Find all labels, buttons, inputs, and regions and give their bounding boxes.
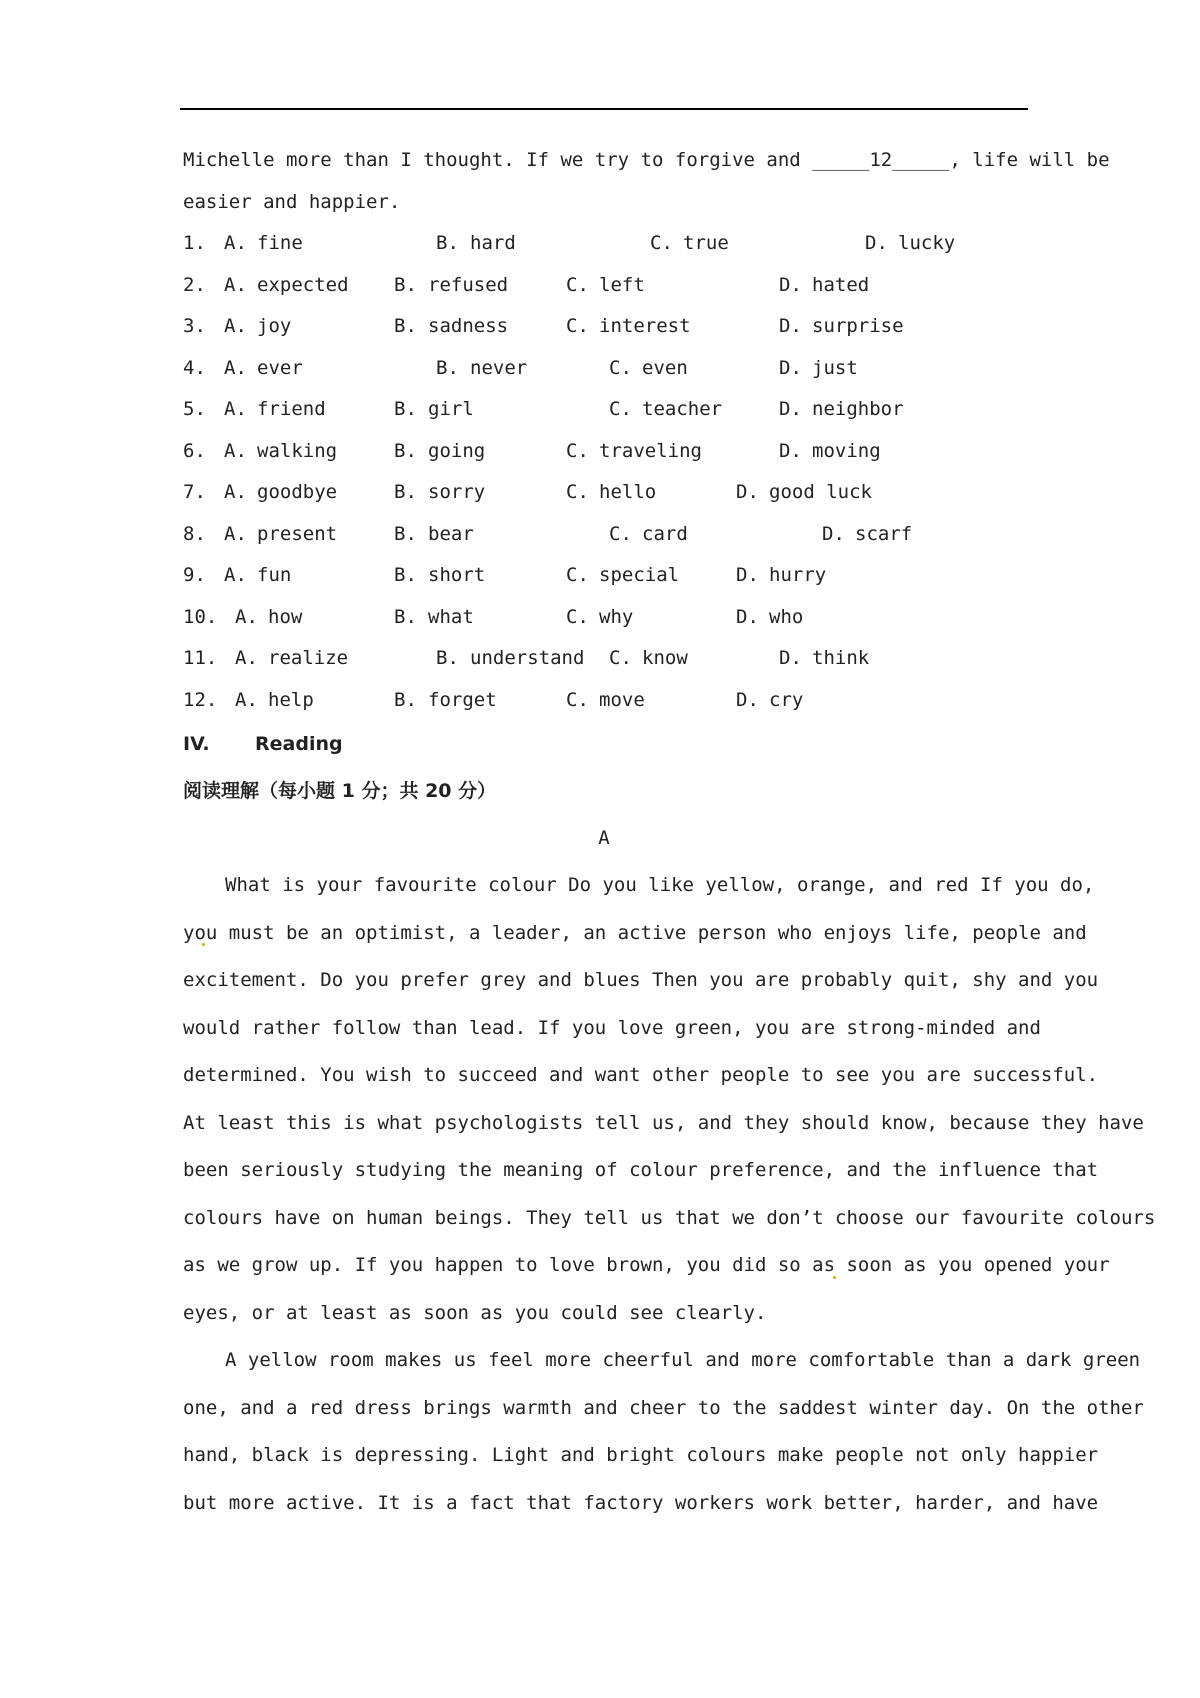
passage-line: At least this is what psychologists tell us, and they should know, because they have xyxy=(183,1111,1144,1134)
cloze-text-line: easier and happier. xyxy=(183,190,401,213)
option-c-text: teacher xyxy=(642,398,723,420)
option-c-letter: C. xyxy=(566,564,589,586)
option-a-letter: A. xyxy=(224,232,247,254)
option-b-letter: B. xyxy=(436,232,459,254)
option-b-text: what xyxy=(428,605,474,628)
question-number: 7. xyxy=(183,481,206,503)
option-b-letter: B. xyxy=(394,564,417,586)
option-a-letter: A. xyxy=(224,439,247,462)
header-rule xyxy=(180,108,1028,110)
option-a-text: present xyxy=(257,522,338,545)
option-c-letter: C. xyxy=(566,439,589,462)
option-a-text: how xyxy=(268,605,303,628)
option-c-letter: C. xyxy=(650,232,673,254)
option-a-letter: A. xyxy=(224,398,247,420)
question-row xyxy=(183,389,1025,431)
option-b-letter: B. xyxy=(394,315,417,337)
question-number: 12. xyxy=(183,688,218,711)
option-d-letter: D. xyxy=(822,522,845,545)
question-list xyxy=(183,223,1025,721)
option-c-letter: C. xyxy=(566,315,589,337)
option-b-letter: B. xyxy=(394,481,417,503)
option-d-letter: D. xyxy=(779,439,802,462)
option-d-text: good luck xyxy=(769,481,872,503)
option-c-text: left xyxy=(599,273,645,296)
option-c-letter: C. xyxy=(609,522,632,545)
passage-line: What is your favourite colour Do you like yellow, orange, and red If you do, xyxy=(225,874,1095,896)
option-d-text: moving xyxy=(812,439,881,462)
option-b-text: short xyxy=(428,564,486,586)
scan-speck xyxy=(202,943,205,946)
passage-paragraph xyxy=(183,1337,1144,1527)
question-row xyxy=(183,431,1025,473)
option-a-text: fine xyxy=(257,232,303,254)
question-number: 9. xyxy=(183,564,206,586)
section-title: Reading xyxy=(255,733,343,755)
option-d-text: neighbor xyxy=(812,398,904,420)
question-number: 2. xyxy=(183,273,206,296)
question-number: 11. xyxy=(183,647,218,669)
passage-line: hand, black is depressing. Light and bright colours make people not only happier xyxy=(183,1444,1099,1466)
option-a-text: walking xyxy=(257,439,338,462)
option-b-letter: B. xyxy=(436,647,459,669)
option-d-letter: D. xyxy=(779,398,802,420)
option-b-text: sorry xyxy=(428,481,486,503)
option-a-text: expected xyxy=(257,273,349,296)
option-b-letter: B. xyxy=(394,439,417,462)
passage-line: you must be an optimist, a leader, an active person who enjoys life, people and xyxy=(183,921,1087,944)
option-d-text: hurry xyxy=(769,564,827,586)
option-c-text: interest xyxy=(599,315,691,337)
option-b-letter: B. xyxy=(436,356,459,379)
option-a-letter: A. xyxy=(235,688,258,711)
passage-line: excitement. Do you prefer grey and blues Then you are probably quit, shy and you xyxy=(183,969,1099,991)
option-b-letter: B. xyxy=(394,522,417,545)
option-a-letter: A. xyxy=(224,481,247,503)
question-row xyxy=(183,223,1025,265)
option-b-text: forget xyxy=(428,688,497,711)
question-number: 5. xyxy=(183,398,206,420)
cloze-text-line: Michelle more than I thought. If we try to forgive and _____12_____, life will be xyxy=(183,149,1110,171)
option-c-text: move xyxy=(599,688,645,711)
option-c-text: why xyxy=(599,605,634,628)
question-number: 3. xyxy=(183,315,206,337)
option-c-text: traveling xyxy=(599,439,702,462)
option-c-letter: C. xyxy=(609,398,632,420)
option-a-text: goodbye xyxy=(257,481,338,503)
option-a-text: friend xyxy=(257,398,326,420)
option-a-letter: A. xyxy=(224,522,247,545)
passage-line: but more active. It is a fact that factory workers work better, harder, and have xyxy=(183,1491,1099,1514)
option-c-letter: C. xyxy=(566,273,589,296)
option-b-text: understand xyxy=(470,647,585,669)
option-a-text: joy xyxy=(257,315,292,337)
option-d-letter: D. xyxy=(779,356,802,379)
option-d-letter: D. xyxy=(736,564,759,586)
scan-speck xyxy=(833,1276,836,1279)
question-row xyxy=(183,680,1025,722)
passage-paragraph xyxy=(183,862,1156,1337)
option-b-text: refused xyxy=(428,273,509,296)
question-row xyxy=(183,555,1025,597)
option-d-letter: D. xyxy=(779,273,802,296)
option-d-text: scarf xyxy=(855,522,913,545)
section-number: IV. xyxy=(183,733,210,755)
option-c-text: know xyxy=(642,647,688,669)
question-number: 4. xyxy=(183,356,206,379)
option-b-letter: B. xyxy=(394,688,417,711)
option-c-text: special xyxy=(599,564,680,586)
option-d-letter: D. xyxy=(865,232,888,254)
question-row xyxy=(183,597,1025,639)
question-row xyxy=(183,348,1025,390)
option-d-letter: D. xyxy=(779,647,802,669)
question-number: 8. xyxy=(183,522,206,545)
passage-line: colours have on human beings. They tell us that we don’t choose our favourite colours xyxy=(183,1206,1156,1229)
option-a-text: fun xyxy=(257,564,292,586)
option-a-text: realize xyxy=(268,647,349,669)
page-content xyxy=(183,140,1156,1527)
option-b-text: going xyxy=(428,439,486,462)
option-d-text: think xyxy=(812,647,870,669)
option-d-text: cry xyxy=(769,688,804,711)
option-c-text: even xyxy=(642,356,688,379)
question-row xyxy=(183,306,1025,348)
passage-line: one, and a red dress brings warmth and cheer to the saddest winter day. On the other xyxy=(183,1396,1144,1419)
option-c-letter: C. xyxy=(566,605,589,628)
option-b-letter: B. xyxy=(394,605,417,628)
option-b-letter: B. xyxy=(394,273,417,296)
passage-line: been seriously studying the meaning of colour preference, and the influence that xyxy=(183,1159,1099,1181)
option-a-letter: A. xyxy=(224,315,247,337)
passage-line: would rather follow than lead. If you love green, you are strong-minded and xyxy=(183,1016,1041,1039)
option-b-letter: B. xyxy=(394,398,417,420)
option-a-letter: A. xyxy=(224,273,247,296)
option-c-letter: C. xyxy=(609,647,632,669)
option-d-letter: D. xyxy=(779,315,802,337)
question-row xyxy=(183,265,1025,307)
option-a-letter: A. xyxy=(235,605,258,628)
section-instructions: 阅读理解（每小题 1 分；共 20 分） xyxy=(183,780,497,802)
option-b-text: bear xyxy=(428,522,474,545)
option-d-text: surprise xyxy=(812,315,904,337)
option-d-text: who xyxy=(769,605,804,628)
option-b-text: hard xyxy=(470,232,516,254)
question-number: 6. xyxy=(183,439,206,462)
option-d-text: lucky xyxy=(898,232,956,254)
question-row xyxy=(183,514,1025,556)
question-number: 10. xyxy=(183,605,218,628)
passage-line: determined. You wish to succeed and want other people to see you are successful. xyxy=(183,1064,1099,1086)
option-d-letter: D. xyxy=(736,481,759,503)
question-number: 1. xyxy=(183,232,206,254)
option-d-text: hated xyxy=(812,273,870,296)
option-c-letter: C. xyxy=(566,688,589,711)
option-a-letter: A. xyxy=(235,647,258,669)
option-c-text: true xyxy=(683,232,729,254)
option-d-letter: D. xyxy=(736,605,759,628)
option-c-letter: C. xyxy=(609,356,632,379)
question-row xyxy=(183,638,1025,680)
option-b-text: sadness xyxy=(428,315,509,337)
option-a-text: help xyxy=(268,688,314,711)
passage-line: A yellow room makes us feel more cheerful and more comfortable than a dark green xyxy=(225,1349,1141,1371)
option-c-text: card xyxy=(642,522,688,545)
option-c-letter: C. xyxy=(566,481,589,503)
option-b-text: girl xyxy=(428,398,474,420)
passage-line: eyes, or at least as soon as you could see clearly. xyxy=(183,1301,767,1324)
option-c-text: hello xyxy=(599,481,657,503)
option-d-text: just xyxy=(812,356,858,379)
option-a-text: ever xyxy=(257,356,303,379)
option-a-letter: A. xyxy=(224,356,247,379)
passage-line: as we grow up. If you happen to love brown, you did so as soon as you opened your xyxy=(183,1254,1110,1276)
section-heading xyxy=(183,721,1025,768)
option-b-text: never xyxy=(470,356,528,379)
option-d-letter: D. xyxy=(736,688,759,711)
option-a-letter: A. xyxy=(224,564,247,586)
passage-letter: A xyxy=(598,827,610,849)
question-row xyxy=(183,472,1025,514)
